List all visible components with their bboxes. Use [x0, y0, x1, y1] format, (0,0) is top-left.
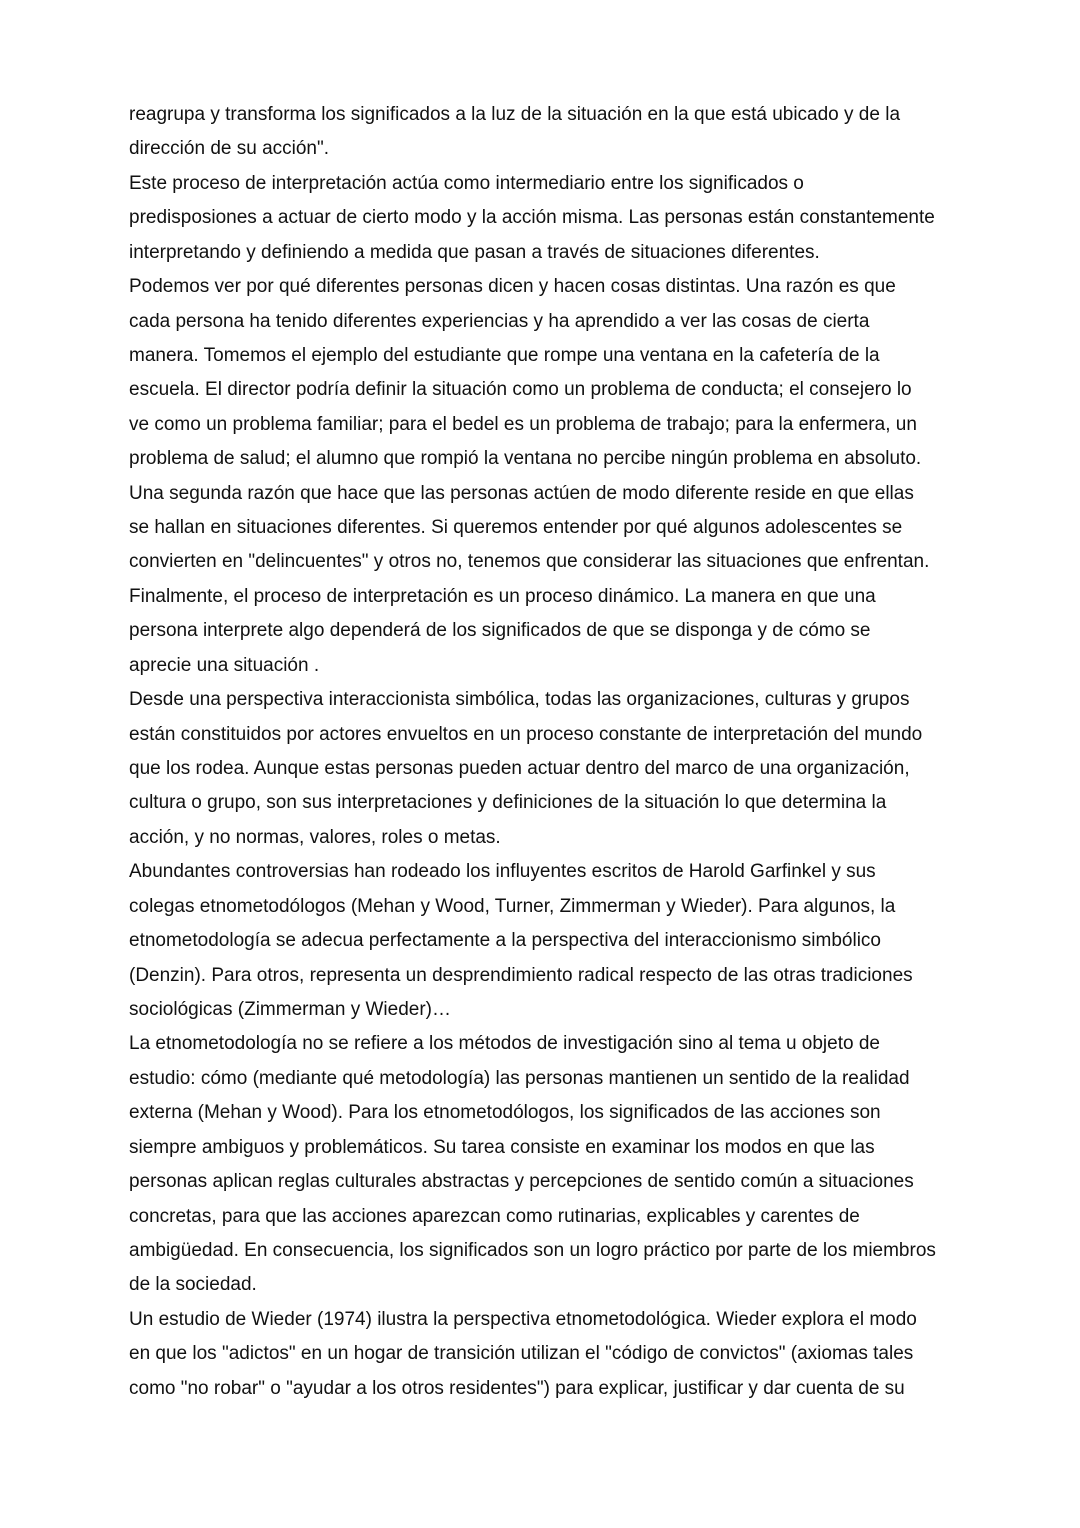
- text-line: que los rodea. Aunque estas personas pueden actuar dentro del marco de una organización,: [129, 758, 910, 780]
- text-line: La etnometodología no se refiere a los métodos de investigación sino al tema u objeto de: [129, 1033, 880, 1055]
- text-line: Este proceso de interpretación actúa como intermediario entre los significados o: [129, 172, 804, 194]
- text-line: reagrupa y transforma los significados a la luz de la situación en la que está ubicado y de la: [129, 104, 901, 125]
- text-line: colegas etnometodólogos (Mehan y Wood, Turner, Zimmerman y Wieder). Para algunos, la: [129, 895, 896, 917]
- paragraph: [129, 270, 1029, 477]
- text-line: interpretando y definiendo a medida que pasan a través de situaciones diferentes.: [129, 241, 820, 263]
- text-line: Finalmente, el proceso de interpretación es un proceso dinámico. La manera en que una: [129, 585, 876, 607]
- text-line: predisposiones a actuar de cierto modo y la acción misma. Las personas están constantemente: [129, 207, 935, 229]
- text-line: cada persona ha tenido diferentes experiencias y ha aprendido a ver las cosas de cierta: [129, 310, 870, 332]
- text-line: problema de salud; el alumno que rompió la ventana no percibe ningún problema en absoluto.: [129, 448, 922, 470]
- text-line: Podemos ver por qué diferentes personas dicen y hacen cosas distintas. Una razón es que: [129, 276, 896, 298]
- text-line: ve como un problema familiar; para el bedel es un problema de trabajo; para la enfermera, un: [129, 413, 917, 435]
- text-line: ambigüedad. En consecuencia, los significados son un logro práctico por parte de los miembros: [129, 1239, 936, 1261]
- text-line: convierten en "delincuentes" y otros no, tenemos que considerar las situaciones que enfrentan.: [129, 551, 930, 573]
- paragraph: [129, 1303, 1029, 1406]
- paragraph: [129, 855, 1029, 1027]
- text-line: de la sociedad.: [129, 1274, 257, 1296]
- text-line: aprecie una situación .: [129, 654, 320, 676]
- text-line: cultura o grupo, son sus interpretaciones y definiciones de la situación lo que determina la: [129, 792, 887, 814]
- paragraph: [129, 1027, 1029, 1302]
- document-page: [129, 98, 1029, 1406]
- paragraph: [129, 683, 1029, 855]
- text-line: dirección de su acción".: [129, 138, 330, 160]
- paragraph: [129, 98, 1029, 167]
- text-line: personas aplican reglas culturales abstractas y percepciones de sentido común a situaciones: [129, 1171, 914, 1193]
- text-line: Una segunda razón que hace que las personas actúen de modo diferente reside en que ellas: [129, 482, 914, 504]
- text-line: (Denzin). Para otros, representa un desprendimiento radical respecto de las otras tradiciones: [129, 964, 913, 986]
- text-line: sociológicas (Zimmerman y Wieder)…: [129, 998, 452, 1020]
- text-line: etnometodología se adecua perfectamente a la perspectiva del interaccionismo simbólico: [129, 930, 881, 952]
- text-line: persona interprete algo dependerá de los significados de que se disponga y de cómo se: [129, 620, 871, 642]
- text-line: en que los "adictos" en un hogar de transición utilizan el "código de convictos" (axiomas tales: [129, 1343, 914, 1365]
- text-line: siempre ambiguos y problemáticos. Su tarea consiste en examinar los modos en que las: [129, 1136, 875, 1158]
- text-line: están constituidos por actores envueltos en un proceso constante de interpretación del mundo: [129, 723, 923, 745]
- text-line: acción, y no normas, valores, roles o metas.: [129, 826, 501, 848]
- text-line: se hallan en situaciones diferentes. Si queremos entender por qué algunos adolescentes se: [129, 517, 903, 539]
- text-line: concretas, para que las acciones aparezcan como rutinarias, explicables y carentes de: [129, 1205, 860, 1227]
- text-line: Un estudio de Wieder (1974) ilustra la perspectiva etnometodológica. Wieder explora el modo: [129, 1308, 917, 1330]
- paragraph: [129, 477, 1029, 580]
- text-line: estudio: cómo (mediante qué metodología) las personas mantienen un sentido de la realidad: [129, 1067, 910, 1089]
- text-line: Desde una perspectiva interaccionista simbólica, todas las organizaciones, culturas y grupos: [129, 689, 910, 711]
- paragraph: [129, 167, 1029, 270]
- text-line: como "no robar" o "ayudar a los otros residentes") para explicar, justificar y dar cuenta de su: [129, 1377, 905, 1399]
- text-line: manera. Tomemos el ejemplo del estudiante que rompe una ventana en la cafetería de la: [129, 344, 880, 366]
- paragraph: [129, 580, 1029, 683]
- text-line: escuela. El director podría definir la situación como un problema de conducta; el consejero lo: [129, 379, 912, 401]
- text-line: externa (Mehan y Wood). Para los etnometodólogos, los significados de las acciones son: [129, 1102, 881, 1124]
- text-line: Abundantes controversias han rodeado los influyentes escritos de Harold Garfinkel y sus: [129, 861, 876, 883]
